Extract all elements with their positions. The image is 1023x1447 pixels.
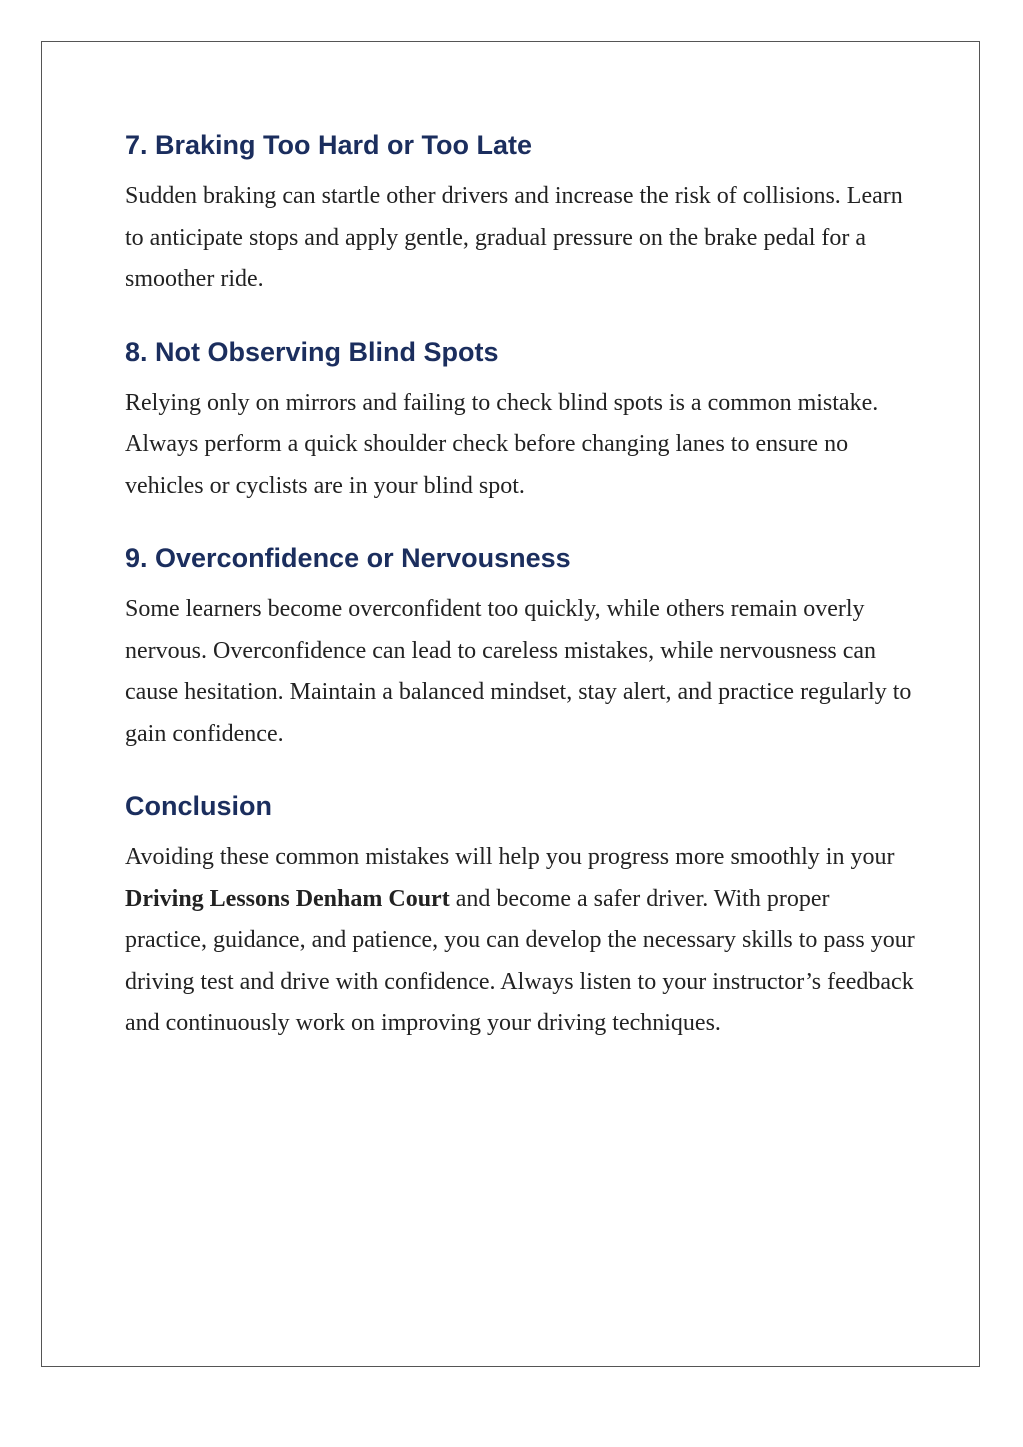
section-heading: Conclusion [125,791,272,821]
document-page [41,41,980,1367]
section-braking [125,128,915,301]
body-text-before: Avoiding these common mistakes will help you progress more smoothly in your [125,844,895,870]
section-overconfidence [125,541,915,755]
section-heading: 9. Overconfidence or Nervousness [125,543,571,573]
section-body: Some learners become overconfident too quickly, while others remain overly nervous. Overconfidence can lead to careless mistakes, while nervousness can cause hesitation. Maintain a balanced mindset, stay alert, and practice regularly to gain confidence. [125,596,912,747]
section-body: Sudden braking can startle other drivers and increase the risk of collisions. Learn to anticipate stops and apply gentle, gradual pressure on the brake pedal for a smoother ride. [125,183,903,292]
section-heading: 8. Not Observing Blind Spots [125,336,499,367]
section-conclusion [125,789,915,1045]
body-text-after: and become a safer driver. With proper practice, guidance, and patience, you can develop the necessary skills to pass your driving test and drive with confidence. Always listen to your instructor’s feedback and continuously work on improving your driving techniques. [125,885,915,1036]
document-content [125,128,915,1079]
section-heading: 7. Braking Too Hard or Too Late [125,130,533,160]
section-body: Relying only on mirrors and failing to check blind spots is a common mistake. Always perform a quick shoulder check before changing lanes to ensure no vehicles or cyclists are in your blind spot. [125,389,879,499]
driving-lessons-keyword: Driving Lessons Denham Court [125,885,450,912]
section-blind-spots [125,335,915,508]
section-body [125,837,915,1045]
